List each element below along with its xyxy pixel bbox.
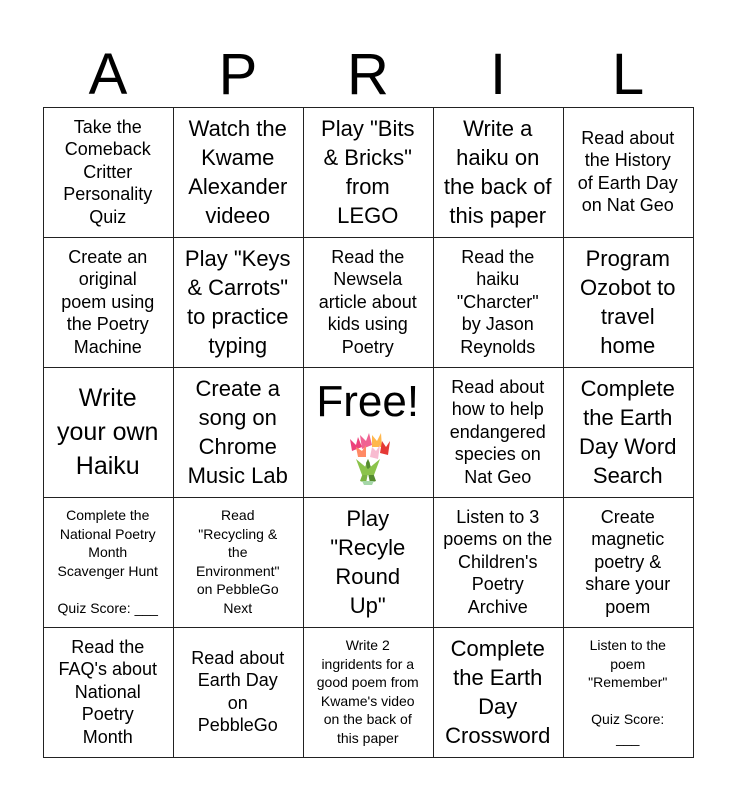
bingo-square (563, 367, 695, 499)
bingo-square (563, 237, 695, 369)
bingo-square (303, 237, 435, 369)
header-letter: A (88, 42, 128, 107)
bingo-square-text: Play "Recyle Round Up" (330, 505, 406, 618)
bingo-square-text: Watch the Kwame Alexander videeo (188, 115, 288, 228)
bingo-square-text: Write 2 ingridents for a good poem from Kwame's video on the back of this paper (316, 637, 419, 746)
header-letter: I (489, 42, 507, 107)
bingo-square-text: Program Ozobot to travel home (580, 245, 676, 358)
bingo-square (173, 107, 305, 239)
bingo-square (433, 237, 565, 369)
free-square-label: Free! (316, 376, 420, 426)
bingo-square (433, 627, 565, 759)
bingo-square (43, 367, 175, 499)
bingo-square-text: Create magnetic poetry & share your poem (585, 506, 671, 617)
bingo-square-text: Read the Newsela article about kids using Poetry (318, 246, 417, 357)
bingo-square (303, 107, 435, 239)
bingo-square-text: Read about Earth Day on PebbleGo (191, 647, 285, 736)
bingo-square-text: Play "Keys & Carrots" to practice typing (184, 245, 291, 358)
bingo-square (433, 367, 565, 499)
bingo-square (303, 497, 435, 629)
bingo-square-text: Create an original poem using the Poetry Machine (61, 246, 155, 357)
flower-bouquet-icon (344, 429, 392, 490)
header-letter: R (347, 42, 389, 107)
bingo-square-text: Play "Bits & Bricks" from LEGO (321, 115, 415, 228)
bingo-square-text: Write your own Haiku (57, 383, 159, 480)
bingo-header (43, 44, 693, 106)
bingo-square (173, 237, 305, 369)
bingo-square (303, 627, 435, 759)
bingo-square-text: Read "Recycling & the Environment" on PebbleGo Next (195, 507, 280, 616)
bingo-square-text: Listen to the poem "Remember" Quiz Score: ___ (588, 637, 668, 746)
bingo-square-text: Complete the Earth Day Word Search (579, 375, 677, 488)
header-letter: P (218, 42, 258, 107)
bingo-square-text: Complete the Earth Day Crossword (445, 635, 551, 748)
bingo-square (563, 107, 695, 239)
bingo-square-text: Create a song on Chrome Music Lab (187, 375, 288, 488)
header-letter: L (611, 42, 645, 107)
bingo-square-text: Read the FAQ's about National Poetry Month (58, 636, 157, 747)
bingo-square-text: Take the Comeback Critter Personality Quiz (63, 116, 153, 227)
bingo-square-text: Write a haiku on the back of this paper (443, 115, 552, 228)
bingo-square (43, 497, 175, 629)
bingo-square (173, 627, 305, 759)
bingo-square (563, 627, 695, 759)
bingo-square (173, 497, 305, 629)
bingo-square-text: Read about how to help endangered species on Nat Geo (449, 376, 546, 487)
bingo-square (433, 497, 565, 629)
free-square (303, 367, 435, 499)
bingo-square (433, 107, 565, 239)
bingo-square-text: Read about the History of Earth Day on Nat Geo (577, 127, 678, 216)
bingo-square-text: Listen to 3 poems on the Children's Poetry Archive (443, 506, 553, 617)
bingo-square (173, 367, 305, 499)
bingo-square (43, 237, 175, 369)
bingo-square (43, 627, 175, 759)
bingo-square (563, 497, 695, 629)
bingo-square (43, 107, 175, 239)
bingo-square-text: Read the haiku "Charcter" by Jason Reynolds (456, 246, 539, 357)
bingo-square-text: Complete the National Poetry Month Scavenger Hunt Quiz Score: ___ (57, 507, 158, 616)
bingo-grid (43, 107, 693, 757)
